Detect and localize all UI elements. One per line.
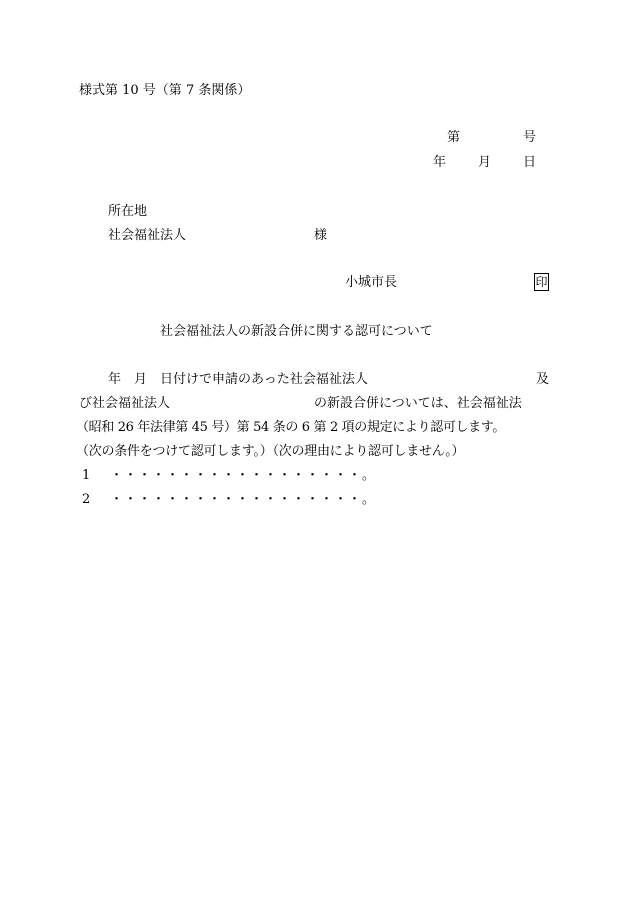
doc-number-suffix: 号 [523, 130, 537, 145]
doc-number-prefix: 第 [447, 130, 461, 145]
body-line-2: び社会福祉法人 [79, 396, 171, 411]
document-title: 社会福祉法人の新設合併に関する認可について [160, 324, 433, 339]
addressee-honorific: 様 [314, 228, 328, 243]
body-line-3: （昭和 26 年法律第 45 号）第 54 条の 6 第 2 項の規定により認可します。 [76, 420, 506, 435]
addressee-location: 所在地 [108, 204, 148, 219]
body-line-4: （次の条件をつけて認可します。）（次の理由により認可しません。） [76, 444, 465, 459]
body-line-2-end: の新設合併については、社会福祉法 [314, 396, 522, 411]
seal-mark: 印 [535, 275, 548, 289]
addressee-corp: 社会福祉法人 [108, 228, 187, 243]
date-year: 年 [433, 155, 447, 170]
item-number: 2 [82, 492, 91, 507]
sender-name: 小城市長 [345, 275, 398, 290]
item-text: ・・・・・・・・・・・・・・・・・・。 [110, 468, 377, 483]
item-number: 1 [82, 468, 91, 483]
body-line-1: 年 月 日付けで申請のあった社会福祉法人 [108, 372, 368, 387]
item-text: ・・・・・・・・・・・・・・・・・・。 [110, 492, 377, 507]
form-label: 様式第 10 号（第 7 条関係） [79, 83, 251, 98]
body-line-1-end: 及 [536, 372, 550, 387]
date-month: 月 [478, 155, 492, 170]
date-day: 日 [523, 155, 537, 170]
